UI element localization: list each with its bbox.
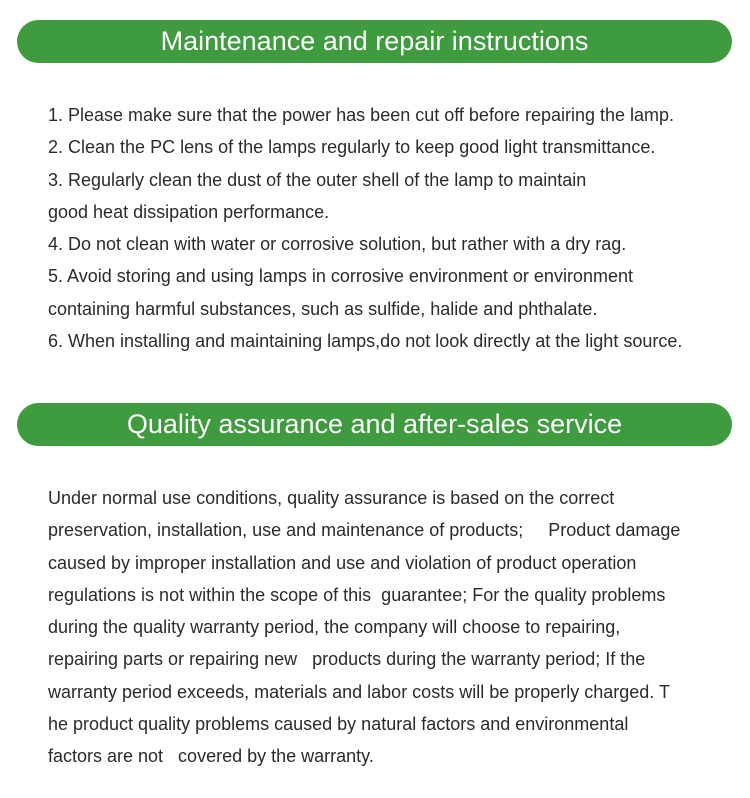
maintenance-line: 4. Do not clean with water or corrosive solution, but rather with a dry rag. bbox=[48, 234, 627, 255]
maintenance-line: good heat dissipation performance. bbox=[48, 201, 330, 222]
maintenance-line: 6. When installing and maintaining lamps,do not look directly at the light source. bbox=[48, 331, 683, 352]
maintenance-section-title: Maintenance and repair instructions bbox=[17, 20, 732, 63]
maintenance-line: 2. Clean the PC lens of the lamps regularly to keep good light transmittance. bbox=[48, 137, 656, 158]
quality-line: repairing parts or repairing new products during the warranty period; If the bbox=[48, 649, 646, 670]
quality-line: Under normal use conditions, quality assurance is based on the correct bbox=[48, 488, 615, 508]
quality-line: warranty period exceeds, materials and labor costs will be properly charged. T bbox=[48, 681, 670, 702]
quality-section-title: Quality assurance and after-sales service bbox=[17, 403, 732, 446]
maintenance-line: 5. Avoid storing and using lamps in corrosive environment or environment bbox=[48, 266, 633, 287]
maintenance-line: containing harmful substances, such as sulfide, halide and phthalate. bbox=[48, 298, 598, 319]
quality-line: he product quality problems caused by natural factors and environmental bbox=[48, 714, 629, 735]
quality-line: regulations is not within the scope of this guarantee; For the quality problems bbox=[48, 584, 666, 605]
maintenance-line: 1. Please make sure that the power has been cut off before repairing the lamp. bbox=[48, 105, 675, 125]
quality-line: during the quality warranty period, the company will choose to repairing, bbox=[48, 617, 621, 638]
maintenance-line: 3. Regularly clean the dust of the outer shell of the lamp to maintain bbox=[48, 169, 587, 190]
quality-line: caused by improper installation and use and violation of product operation bbox=[48, 552, 637, 573]
quality-assurance-paragraph bbox=[48, 482, 738, 773]
maintenance-instructions-list bbox=[48, 99, 738, 357]
quality-line: preservation, installation, use and maintenance of products; Product damage bbox=[48, 520, 681, 541]
quality-line: factors are not covered by the warranty. bbox=[48, 746, 374, 767]
